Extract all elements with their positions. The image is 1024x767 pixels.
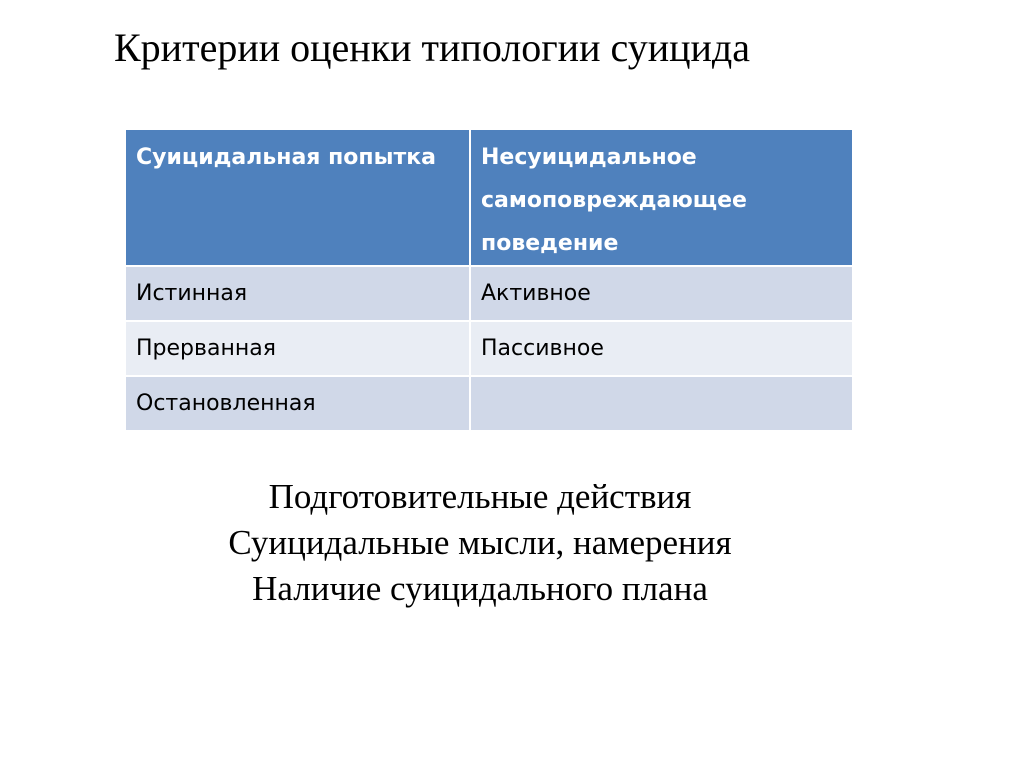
- table-cell-empty: [470, 376, 853, 431]
- table-cell: Остановленная: [125, 376, 470, 431]
- table-row: [125, 266, 853, 321]
- table-cell: Пассивное: [470, 321, 853, 376]
- criteria-line: Наличие суицидального плана: [252, 569, 708, 608]
- header-nonsuicidal-self-harm: Несуицидальное самоповреждающее поведение: [470, 129, 853, 266]
- slide-title: Критерии оценки типологии суицида: [114, 25, 751, 70]
- criteria-line: Суицидальные мысли, намерения: [228, 523, 732, 562]
- table-cell: Активное: [470, 266, 853, 321]
- table-header-row: [125, 129, 853, 266]
- table-row: [125, 321, 853, 376]
- table-cell: Прерванная: [125, 321, 470, 376]
- criteria-list: [0, 474, 960, 612]
- typology-table: [124, 128, 854, 432]
- criteria-line: Подготовительные действия: [268, 477, 692, 516]
- table-row: [125, 376, 853, 431]
- header-suicide-attempt: Суицидальная попытка: [125, 129, 470, 266]
- table-cell: Истинная: [125, 266, 470, 321]
